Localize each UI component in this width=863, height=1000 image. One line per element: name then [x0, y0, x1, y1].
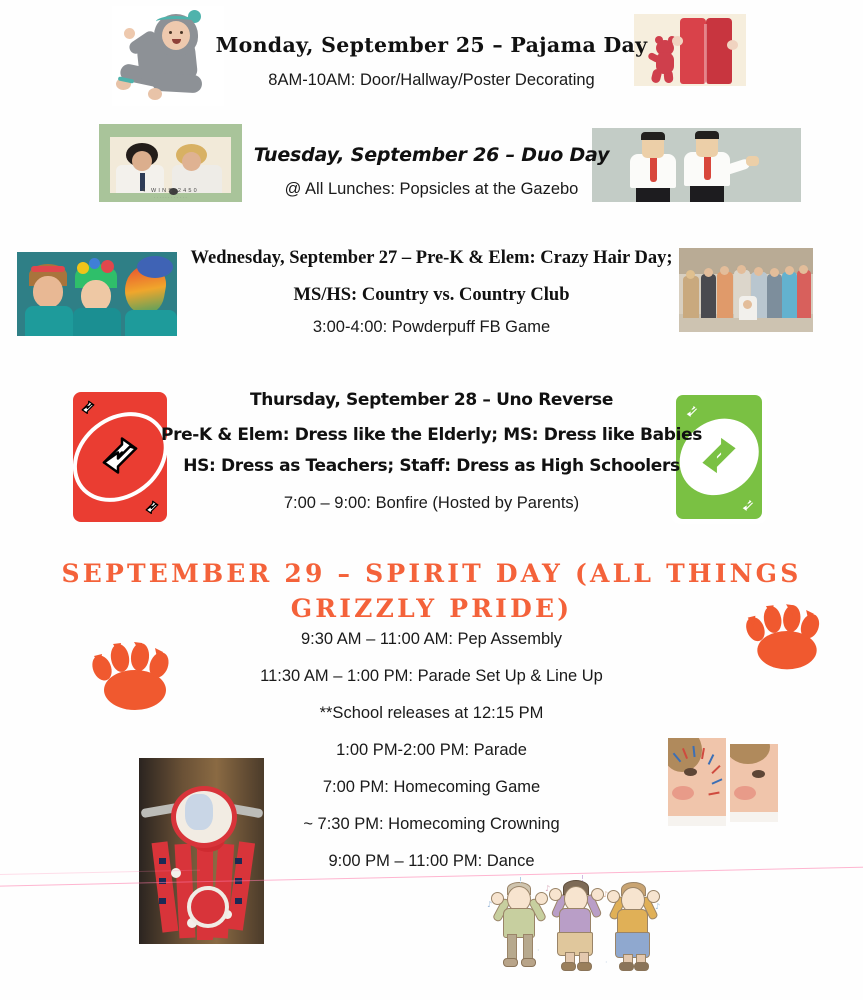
- elder-hand: [549, 888, 562, 901]
- tuesday-heading: Tuesday, September 26 – Duo Day: [253, 144, 610, 166]
- friday-line-7: 9:00 PM – 11:00 PM: Dance: [328, 852, 535, 870]
- cheer-sparkle: ♪: [545, 884, 551, 893]
- face-blush: [734, 786, 756, 800]
- student-head: [704, 268, 713, 277]
- monday-heading: Monday, September 25 – Pajama Day: [215, 33, 648, 57]
- monday-line-1: 8AM-10AM: Door/Hallway/Poster Decorating: [268, 71, 595, 89]
- face-eye: [752, 770, 765, 778]
- elder-shoe: [561, 962, 576, 971]
- student-head: [686, 270, 695, 279]
- wednesday-line-1: 3:00-4:00: Powderpuff FB Game: [312, 318, 551, 336]
- cheer-sparkle: ·: [537, 946, 540, 955]
- friday-line-1: 9:30 AM – 11:00 AM: Pep Assembly: [300, 630, 563, 648]
- tuesday-schedule: [0, 180, 863, 199]
- friday-line-5: 7:00 PM: Homecoming Game: [322, 778, 541, 796]
- face-paint-photo-right: [730, 744, 778, 822]
- cheer-sparkle: ♪: [603, 890, 609, 899]
- cheer-sparkle: ♪: [487, 900, 493, 909]
- tuesday-line-1: @ All Lunches: Popsicles at the Gazebo: [284, 180, 579, 198]
- thursday-heading-3: HS: Dress as Teachers; Staff: Dress as High Schoolers: [183, 456, 680, 476]
- elder-shoe: [521, 958, 536, 967]
- thursday-schedule: [0, 494, 863, 513]
- elder-shoe: [577, 962, 592, 971]
- thursday-heading: Thursday, September 28 – Uno Reverse: [249, 390, 614, 410]
- wednesday-heading-2: MS/HS: Country vs. Country Club: [293, 285, 570, 305]
- face-eye: [684, 768, 697, 776]
- ribbon-letter-block: [159, 858, 166, 864]
- mum-medallion-inset: [185, 794, 213, 830]
- friday-line-3: **School releases at 12:15 PM: [319, 704, 544, 722]
- ribbon-letter-block: [235, 898, 242, 904]
- cheer-sparkle: !: [581, 874, 585, 883]
- student-head: [770, 268, 779, 277]
- friday-line-2: 11:30 AM – 1:00 PM: Parade Set Up & Line Up: [260, 667, 603, 685]
- spirit-day-heading: SEPTEMBER 29 – SPIRIT DAY (ALL THINGS GRIZZLY PRIDE): [61, 559, 802, 623]
- businessman-hair: [641, 132, 665, 140]
- cheering-elderly-cartoon: [485, 872, 665, 980]
- duo-subcaption: · · · · · · · · · · · ·: [153, 196, 188, 200]
- monday-schedule: [0, 71, 863, 90]
- friday-line-6: ~ 7:30 PM: Homecoming Crowning: [303, 815, 560, 833]
- friday-line-4: 1:00 PM-2:00 PM: Parade: [336, 741, 527, 759]
- elder-shoe: [634, 962, 649, 971]
- face-paint-photos: [668, 738, 778, 826]
- ribbon-letter-block: [159, 898, 166, 904]
- homecoming-mum-photo: [139, 758, 264, 944]
- thursday-line-1: 7:00 – 9:00: Bonfire (Hosted by Parents): [283, 494, 580, 512]
- wednesday-heading: Wednesday, September 27 – Pre-K & Elem: Crazy Hair Day;: [190, 248, 673, 268]
- face-blush: [672, 786, 694, 800]
- cheer-sparkle: ·: [605, 958, 608, 967]
- wednesday-schedule: [0, 318, 863, 337]
- thursday-heading-2: Pre-K & Elem: Dress like the Elderly; MS: Dress like Babies: [160, 425, 703, 445]
- ribbon-letter-block: [235, 858, 242, 864]
- businessman-hair: [695, 131, 719, 139]
- elder-hand: [491, 892, 504, 905]
- cheer-sparkle: ♪: [655, 902, 661, 911]
- face-paint-photo-left: [668, 738, 726, 826]
- cheer-sparkle: !: [519, 876, 523, 885]
- shirt-collar: [730, 812, 778, 822]
- elder-shoe: [619, 962, 634, 971]
- mum-inner-medallion: [187, 886, 229, 928]
- duo-caption: 4 WINS 2450: [142, 188, 199, 194]
- elder-hand: [607, 890, 620, 903]
- shirt-collar: [668, 816, 726, 826]
- elder-hand: [535, 892, 548, 905]
- baby-hood-trim: [156, 16, 196, 27]
- elder-shoe: [503, 958, 518, 967]
